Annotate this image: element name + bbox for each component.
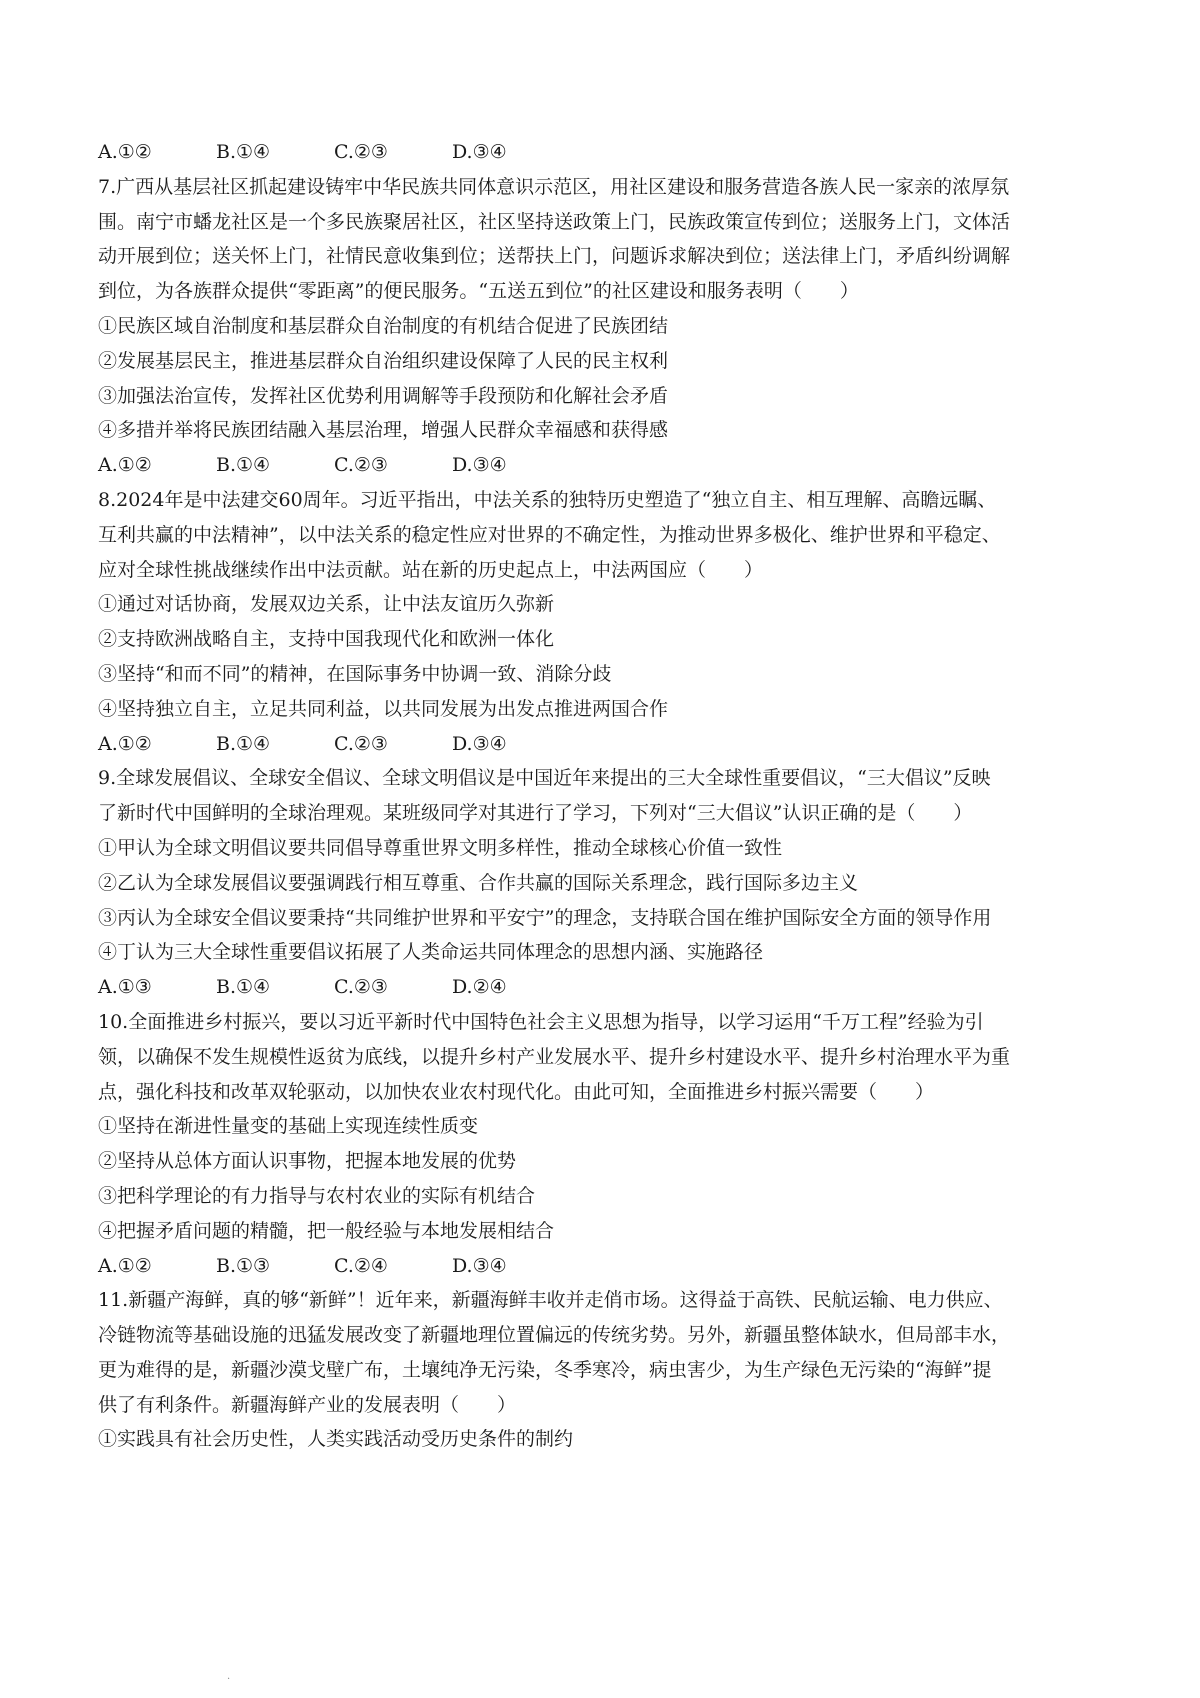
page-footer-mark: .	[227, 1671, 231, 1682]
text-line: ②发展基层民主，推进基层群众自治组织建设保障了人民的民主权利	[98, 349, 669, 372]
text-line: ④把握矛盾问题的精髓，把一般经验与本地发展相结合	[98, 1219, 555, 1242]
answer-option: B.①④	[216, 141, 271, 163]
text-line: 点，强化科技和改革双轮驱动，以加快农业农村现代化。由此可知，全面推进乡村振兴需要（ ）	[98, 1080, 935, 1103]
answer-options	[98, 135, 1108, 170]
answer-option: A.①②	[98, 454, 152, 477]
answer-option: D.③④	[452, 732, 507, 755]
question-content	[98, 135, 1108, 1457]
text-line: ③丙认为全球安全倡议要秉持“共同维护世界和平安宁”的理念，支持联合国在维护国际安全方面的领导作用	[98, 906, 992, 929]
text-line: ③把科学理论的有力指导与农村农业的实际有机结合	[98, 1184, 536, 1207]
answer-options	[98, 727, 1108, 762]
answer-option: D.③④	[452, 1254, 507, 1277]
answer-option: A.①③	[98, 976, 152, 999]
text-line: 10.全面推进乡村振兴，要以习近平新时代中国特色社会主义思想为指导，以学习运用“千万工程”经验为引	[98, 1010, 984, 1033]
text-line: ④坚持独立自主，立足共同利益，以共同发展为出发点推进两国合作	[98, 697, 669, 720]
answer-option: D.②④	[452, 976, 507, 999]
answer-option: C.②③	[334, 732, 388, 755]
text-line: ③坚持“和而不同”的精神，在国际事务中协调一致、消除分歧	[98, 662, 612, 685]
text-line: 8.2024年是中法建交60周年。习近平指出，中法关系的独特历史塑造了“独立自主、相互理解、高瞻远瞩、	[98, 488, 997, 511]
text-line: 围。南宁市蟠龙社区是一个多民族聚居社区，社区坚持送政策上门，民族政策宣传到位；送服务上门，文体活	[98, 210, 1011, 233]
answer-option: C.②③	[334, 454, 388, 477]
text-line: 冷链物流等基础设施的迅猛发展改变了新疆地理位置偏远的传统劣势。另外，新疆虽整体缺水，但局部丰水，	[98, 1324, 1011, 1347]
text-line: ①坚持在渐进性量变的基础上实现连续性质变	[98, 1115, 479, 1138]
text-line: 动开展到位；送关怀上门，社情民意收集到位；送帮扶上门，问题诉求解决到位；送法律上门，矛盾纠纷调解	[98, 245, 1011, 268]
text-line: ①民族区域自治制度和基层群众自治制度的有机结合促进了民族团结	[98, 314, 669, 337]
answer-option: D.③④	[452, 454, 507, 477]
text-line: ③加强法治宣传，发挥社区优势利用调解等手段预防和化解社会矛盾	[98, 384, 669, 407]
answer-options	[98, 970, 1108, 1005]
answer-option: C.②④	[334, 1254, 388, 1277]
answer-option: B.①④	[216, 976, 271, 999]
text-line: ④丁认为三大全球性重要倡议拓展了人类命运共同体理念的思想内涵、实施路径	[98, 941, 764, 964]
text-line: 供了有利条件。新疆海鲜产业的发展表明（ ）	[98, 1393, 517, 1416]
answer-option: B.①④	[216, 732, 271, 755]
text-line: 7.广西从基层社区抓起建设铸牢中华民族共同体意识示范区，用社区建设和服务营造各族人民一家亲的浓厚氛	[98, 175, 1010, 198]
answer-option: C.②③	[334, 141, 388, 163]
answer-option: A.①②	[98, 1254, 152, 1277]
text-line: 了新时代中国鲜明的全球治理观。某班级同学对其进行了学习，下列对“三大倡议”认识正确的是（ ）	[98, 802, 973, 825]
text-line: 领，以确保不发生规模性返贫为底线，以提升乡村产业发展水平、提升乡村建设水平、提升乡村治理水平为重	[98, 1045, 1011, 1068]
answer-option: A.①②	[98, 141, 152, 163]
text-line: 9.全球发展倡议、全球安全倡议、全球文明倡议是中国近年来提出的三大全球性重要倡议，“三大倡议”反映	[98, 767, 991, 790]
text-line: ①实践具有社会历史性，人类实践活动受历史条件的制约	[98, 1428, 574, 1451]
text-line: 更为难得的是，新疆沙漠戈壁广布，土壤纯净无污染，冬季寒冷，病虫害少，为生产绿色无污染的“海鲜”提	[98, 1358, 992, 1381]
text-line: ②坚持从总体方面认识事物，把握本地发展的优势	[98, 1150, 517, 1173]
text-line: 11.新疆产海鲜，真的够“新鲜”！近年来，新疆海鲜丰收并走俏市场。这得益于高铁、民航运输、电力供应、	[98, 1289, 1003, 1312]
text-line: 到位，为各族群众提供“零距离”的便民服务。“五送五到位”的社区建设和服务表明（ ）	[98, 280, 859, 303]
answer-option: B.①④	[216, 454, 271, 477]
answer-option: D.③④	[452, 141, 507, 163]
answer-options	[98, 448, 1108, 483]
answer-options	[98, 1249, 1108, 1284]
answer-option: A.①②	[98, 732, 152, 755]
text-line: 应对全球性挑战继续作出中法贡献。站在新的历史起点上，中法两国应（ ）	[98, 558, 764, 581]
text-line: ①甲认为全球文明倡议要共同倡导尊重世界文明多样性，推动全球核心价值一致性	[98, 836, 783, 859]
text-line: ④多措并举将民族团结融入基层治理，增强人民群众幸福感和获得感	[98, 419, 669, 442]
text-line: ②乙认为全球发展倡议要强调践行相互尊重、合作共赢的国际关系理念，践行国际多边主义	[98, 871, 859, 894]
answer-option: B.①③	[216, 1254, 271, 1277]
text-line: ①通过对话协商，发展双边关系，让中法友谊历久弥新	[98, 593, 555, 616]
text-line: ②支持欧洲战略自主，支持中国我现代化和欧洲一体化	[98, 628, 555, 651]
text-line: 互利共赢的中法精神”，以中法关系的稳定性应对世界的不确定性，为推动世界多极化、维护世界和平稳定、	[98, 523, 1001, 546]
answer-option: C.②③	[334, 976, 388, 999]
